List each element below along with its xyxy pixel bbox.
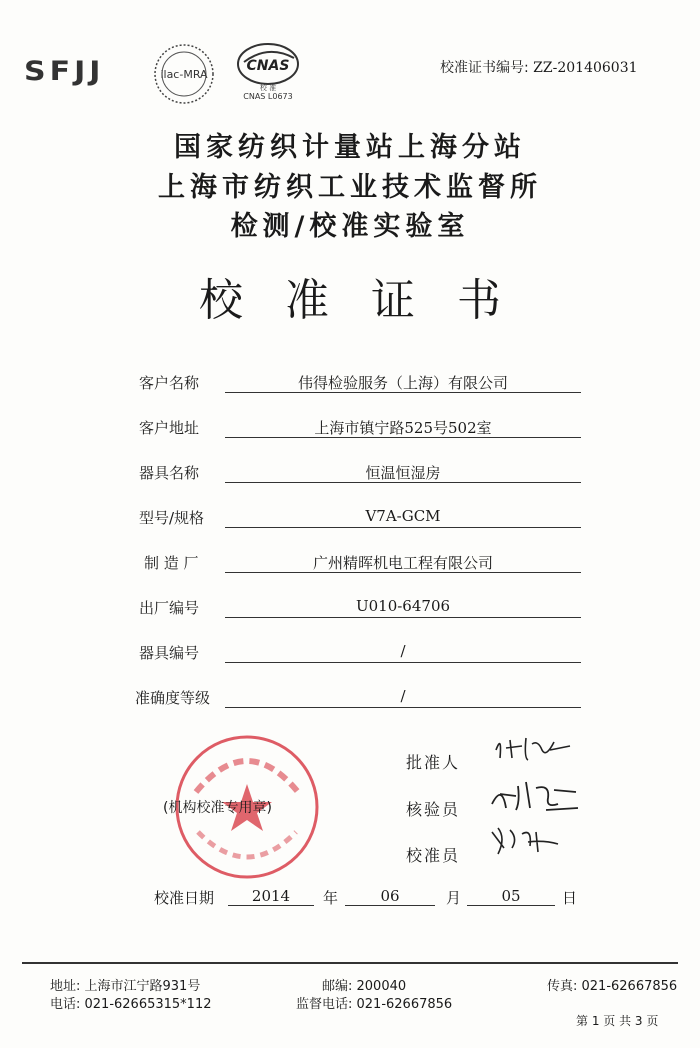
field-label-manufacturer: 制 造 厂	[144, 554, 199, 572]
date-year-unit: 年	[323, 889, 339, 907]
cnas-logo	[232, 40, 304, 102]
field-label-instrument-name: 器具名称	[139, 464, 200, 482]
document-title: 校准证书	[199, 275, 543, 326]
cnas-text: CNAS	[246, 58, 290, 74]
field-value-instrument-no: /	[400, 642, 406, 660]
field-underline	[225, 661, 581, 663]
footer-supervise-phone: 监督电话: 021-62667856	[296, 997, 453, 1012]
field-label-serial-no: 出厂编号	[139, 599, 200, 617]
ilac-text: ilac-MRA	[160, 68, 208, 81]
field-value-client-address: 上海市镇宁路525号502室	[314, 419, 492, 437]
field-value-instrument-name: 恒温恒湿房	[365, 464, 441, 482]
signature-label-approver: 批准人	[406, 753, 461, 772]
date-month-underline	[345, 904, 435, 906]
field-underline	[225, 391, 581, 393]
field-underline	[225, 526, 581, 528]
page-number: 第 1 页 共 3 页	[576, 1014, 659, 1028]
field-value-client-name: 伟得检验服务（上海）有限公司	[297, 374, 508, 392]
field-label-accuracy-class: 准确度等级	[135, 689, 211, 707]
date-month-unit: 月	[446, 889, 462, 907]
footer-address: 地址: 上海市江宁路931号	[50, 979, 201, 994]
field-underline	[225, 481, 581, 483]
seal-caption: (机构校准专用章)	[163, 800, 272, 816]
certificate-number	[440, 57, 638, 77]
field-underline	[225, 706, 581, 708]
calibrator-signature	[484, 818, 564, 864]
date-year-underline	[228, 904, 314, 906]
org-line-3: 检测/校准实验室	[230, 211, 470, 242]
date-day-underline	[467, 904, 555, 906]
cnas-sub: 校 准	[259, 84, 277, 92]
field-underline	[225, 571, 581, 573]
cert-no-label: 校准证书编号:	[440, 60, 529, 76]
footer-fax: 传真: 021-62667856	[547, 979, 678, 994]
verifier-signature	[486, 774, 582, 818]
field-label-client-name: 客户名称	[139, 374, 200, 392]
ilac-mra-logo	[152, 42, 216, 106]
field-underline	[225, 436, 581, 438]
footer-divider	[22, 962, 678, 964]
date-label: 校准日期	[154, 889, 215, 907]
org-line-2: 上海市纺织工业技术监督所	[158, 172, 542, 203]
field-value-serial-no: U010-64706	[355, 597, 451, 615]
cert-no-value: ZZ-201406031	[533, 60, 638, 76]
signature-label-verifier: 核验员	[406, 800, 461, 819]
footer-phone: 电话: 021-62665315*112	[50, 997, 212, 1012]
field-label-instrument-no: 器具编号	[139, 644, 200, 662]
field-underline	[225, 616, 581, 618]
date-day-unit: 日	[562, 889, 578, 907]
date-year: 2014	[251, 887, 291, 905]
footer-postcode: 邮编: 200040	[322, 979, 407, 994]
field-value-model: V7A-GCM	[365, 507, 441, 525]
field-value-manufacturer: 广州精晖机电工程有限公司	[312, 554, 493, 572]
signature-label-calibrator: 校准员	[406, 846, 461, 865]
date-day: 05	[501, 887, 521, 905]
date-month: 06	[380, 887, 400, 905]
field-label-model: 型号/规格	[139, 509, 205, 527]
cnas-code: CNAS L0673	[243, 92, 293, 101]
approver-signature	[488, 728, 578, 768]
field-label-client-address: 客户地址	[139, 419, 200, 437]
field-value-accuracy-class: /	[400, 687, 406, 705]
sfjj-logo: SFJJ	[24, 55, 105, 88]
org-line-1: 国家纺织计量站上海分站	[174, 132, 526, 163]
